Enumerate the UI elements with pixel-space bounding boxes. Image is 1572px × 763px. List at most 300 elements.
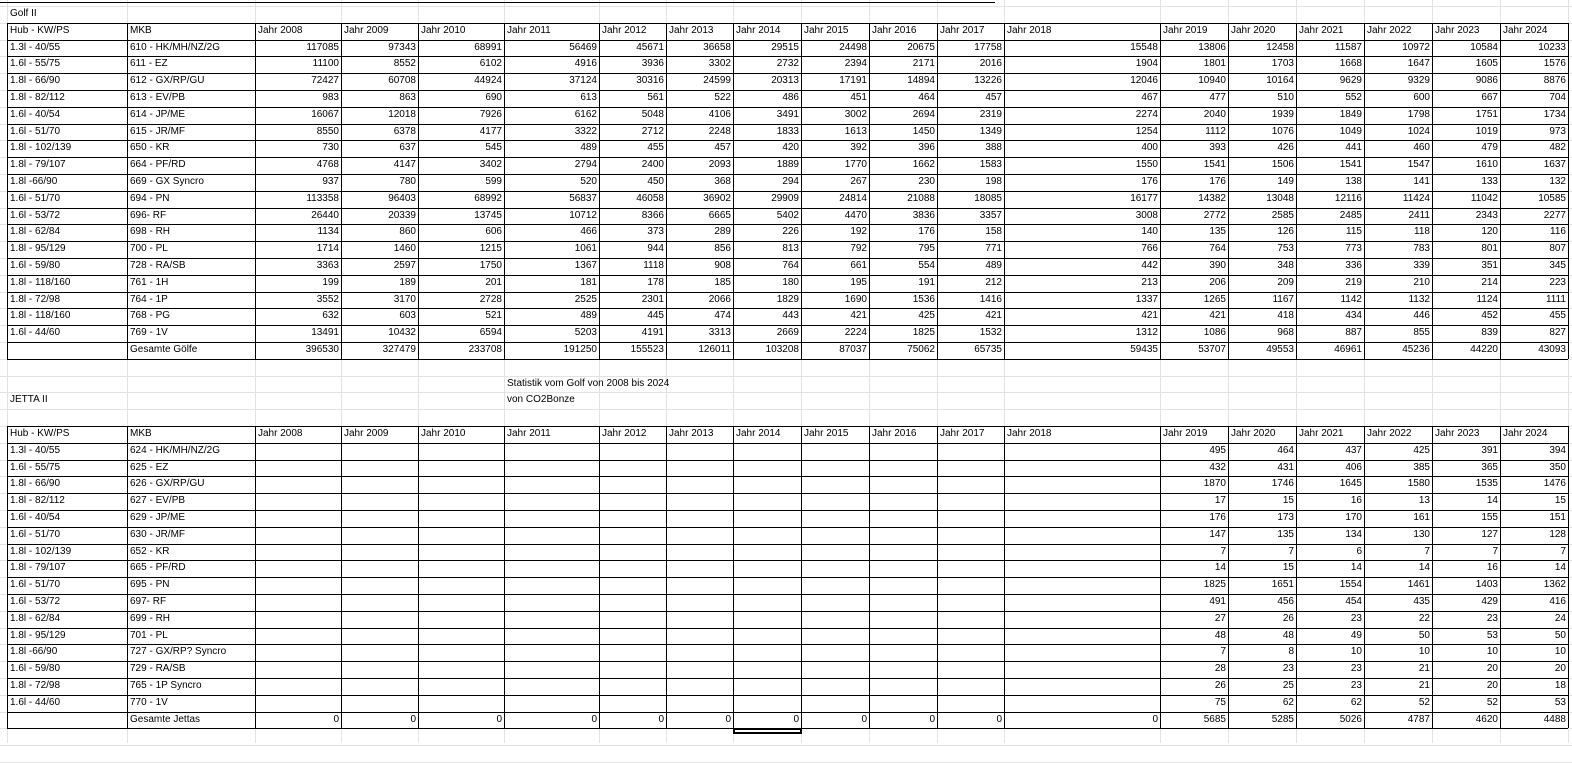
column-header[interactable]: Jahr 2009 (344, 428, 389, 439)
table-cell[interactable] (419, 678, 504, 695)
table-cell[interactable]: 1.8l -66/90 (10, 176, 58, 187)
table-cell[interactable]: 10 (1486, 646, 1498, 657)
table-cell[interactable]: 1532 (979, 327, 1002, 338)
table-cell[interactable]: 180 (782, 277, 799, 288)
table-cell[interactable] (870, 460, 937, 477)
column-header[interactable]: Jahr 2024 (1503, 428, 1548, 439)
table-cell[interactable] (505, 544, 599, 561)
table-cell[interactable]: 764 (782, 260, 799, 271)
table-cell[interactable]: 1.6l - 51/70 (10, 579, 61, 590)
total-cell[interactable]: 327479 (382, 344, 416, 355)
table-cell[interactable]: 7 (1492, 546, 1498, 557)
table-cell[interactable]: 603 (399, 310, 416, 321)
table-cell[interactable]: 3363 (316, 260, 339, 271)
table-cell[interactable]: 138 (1345, 176, 1362, 187)
table-cell[interactable]: 1.8l - 82/112 (10, 495, 65, 506)
table-cell[interactable] (342, 695, 418, 712)
table-cell[interactable]: 26440 (311, 210, 339, 221)
table-cell[interactable]: 23 (1350, 663, 1362, 674)
table-cell[interactable]: 24 (1554, 613, 1566, 624)
total-cell[interactable]: 65735 (974, 344, 1002, 355)
table-cell[interactable]: 392 (850, 142, 867, 153)
table-cell[interactable]: 1750 (479, 260, 502, 271)
table-cell[interactable]: 807 (1549, 243, 1566, 254)
table-cell[interactable]: 1541 (1203, 159, 1226, 170)
table-cell[interactable]: 973 (1549, 126, 1566, 137)
table-cell[interactable]: 6665 (708, 210, 731, 221)
table-cell[interactable]: 1367 (574, 260, 597, 271)
total-cell[interactable]: 4787 (1407, 714, 1430, 725)
table-cell[interactable]: 432 (1209, 462, 1226, 473)
table-cell[interactable]: 120 (1481, 226, 1498, 237)
table-cell[interactable]: 178 (647, 277, 664, 288)
total-cell[interactable]: 4488 (1543, 714, 1566, 725)
table-cell[interactable]: 2394 (844, 58, 867, 69)
table-cell[interactable]: 68991 (474, 42, 502, 53)
table-cell[interactable]: 1.6l - 40/54 (10, 109, 61, 120)
table-cell[interactable]: 450 (647, 176, 664, 187)
table-cell[interactable] (938, 443, 1004, 460)
table-cell[interactable] (419, 544, 504, 561)
table-cell[interactable]: 610 - HK/MH/NZ/2G (130, 42, 221, 53)
table-cell[interactable] (600, 695, 666, 712)
table-cell[interactable] (870, 510, 937, 527)
total-cell[interactable]: 126011 (698, 344, 731, 355)
table-cell[interactable]: 2171 (912, 58, 935, 69)
table-cell[interactable]: 1.3l - 40/55 (10, 42, 61, 53)
table-cell[interactable]: 30316 (636, 75, 664, 86)
table-cell[interactable] (734, 644, 801, 661)
table-cell[interactable]: 62 (1350, 697, 1362, 708)
table-cell[interactable]: 9329 (1407, 75, 1430, 86)
table-cell[interactable]: 214 (1481, 277, 1498, 288)
table-cell[interactable]: 612 - GX/RP/GU (130, 75, 205, 86)
table-cell[interactable]: 189 (399, 277, 416, 288)
table-cell[interactable]: 176 (918, 226, 935, 237)
table-cell[interactable] (1005, 510, 1160, 527)
column-header[interactable]: Jahr 2008 (258, 25, 303, 36)
table-cell[interactable] (256, 544, 341, 561)
table-cell[interactable] (600, 560, 666, 577)
table-cell[interactable]: 1.6l - 40/54 (10, 512, 61, 523)
table-cell[interactable] (256, 460, 341, 477)
table-cell[interactable]: 8876 (1543, 75, 1566, 86)
table-cell[interactable]: 18 (1554, 680, 1566, 691)
table-cell[interactable]: 554 (918, 260, 935, 271)
table-cell[interactable]: 4106 (708, 109, 731, 120)
table-cell[interactable]: 446 (1413, 310, 1430, 321)
table-cell[interactable] (256, 661, 341, 678)
table-cell[interactable] (1005, 443, 1160, 460)
table-cell[interactable]: 1889 (776, 159, 799, 170)
table-cell[interactable]: 968 (1277, 327, 1294, 338)
table-cell[interactable]: 49 (1350, 630, 1362, 641)
table-cell[interactable]: 1904 (1135, 58, 1158, 69)
table-cell[interactable]: 2016 (979, 58, 1002, 69)
table-cell[interactable]: 219 (1345, 277, 1362, 288)
table-cell[interactable]: 170 (1345, 512, 1362, 523)
table-cell[interactable]: 613 (580, 92, 597, 103)
column-header[interactable]: Jahr 2018 (1007, 25, 1052, 36)
total-cell[interactable]: 4620 (1475, 714, 1498, 725)
statistics-note[interactable]: Statistik vom Golf von 2008 bis 2024 (507, 378, 670, 389)
table-cell[interactable]: 600 (1413, 92, 1430, 103)
table-cell[interactable]: 14 (1554, 562, 1566, 573)
table-cell[interactable] (667, 695, 733, 712)
table-cell[interactable]: 36658 (703, 42, 731, 53)
table-cell[interactable]: 6102 (479, 58, 502, 69)
table-cell[interactable] (1005, 544, 1160, 561)
table-cell[interactable] (600, 611, 666, 628)
table-cell[interactable]: 761 - 1H (130, 277, 169, 288)
table-cell[interactable]: 1541 (1339, 159, 1362, 170)
table-cell[interactable]: 393 (1209, 142, 1226, 153)
table-cell[interactable] (1005, 628, 1160, 645)
table-cell[interactable] (938, 476, 1004, 493)
total-cell[interactable]: 0 (410, 714, 416, 725)
table-cell[interactable] (256, 443, 341, 460)
table-cell[interactable]: 1.6l - 51/70 (10, 193, 61, 204)
table-cell[interactable]: 2728 (479, 294, 502, 305)
table-cell[interactable] (938, 611, 1004, 628)
table-cell[interactable]: 13806 (1198, 42, 1226, 53)
table-cell[interactable]: 1049 (1339, 126, 1362, 137)
table-cell[interactable]: 611 - EZ (130, 58, 168, 69)
table-cell[interactable]: 176 (1209, 176, 1226, 187)
table-cell[interactable]: 442 (1141, 260, 1158, 271)
table-cell[interactable]: 28 (1214, 663, 1226, 674)
table-cell[interactable]: 1254 (1135, 126, 1158, 137)
table-cell[interactable]: 3008 (1135, 210, 1158, 221)
total-cell[interactable]: 5285 (1271, 714, 1294, 725)
table-cell[interactable]: 728 - RA/SB (130, 260, 186, 271)
table-cell[interactable]: 56469 (569, 42, 597, 53)
table-cell[interactable]: 1142 (1340, 294, 1362, 305)
table-cell[interactable] (802, 476, 869, 493)
column-header[interactable]: Jahr 2016 (872, 25, 917, 36)
column-header[interactable]: Jahr 2010 (421, 428, 466, 439)
table-cell[interactable] (870, 678, 937, 695)
table-cell[interactable]: 115 (1346, 226, 1362, 237)
table-cell[interactable]: 20 (1486, 680, 1498, 691)
table-cell[interactable]: 1770 (844, 159, 867, 170)
total-cell[interactable]: 233708 (468, 344, 502, 355)
total-cell[interactable]: 155523 (630, 344, 664, 355)
column-header[interactable]: Jahr 2008 (258, 428, 303, 439)
table-cell[interactable] (802, 644, 869, 661)
table-cell[interactable]: 210 (1413, 277, 1430, 288)
table-cell[interactable]: 2669 (776, 327, 799, 338)
table-cell[interactable]: 801 (1481, 243, 1498, 254)
table-cell[interactable]: 2066 (708, 294, 731, 305)
table-cell[interactable]: 1.6l - 51/70 (10, 126, 61, 137)
table-cell[interactable]: 53 (1554, 697, 1566, 708)
column-header[interactable]: MKB (130, 25, 152, 36)
table-cell[interactable]: 15548 (1130, 42, 1158, 53)
jetta-table-title[interactable]: JETTA II (10, 394, 48, 405)
table-cell[interactable] (256, 560, 341, 577)
table-cell[interactable]: 10164 (1266, 75, 1294, 86)
table-cell[interactable]: 792 (850, 243, 867, 254)
column-header[interactable]: Jahr 2013 (669, 428, 714, 439)
total-cell[interactable]: 44220 (1470, 344, 1498, 355)
table-cell[interactable]: 627 - EV/PB (130, 495, 186, 506)
table-cell[interactable]: 1870 (1203, 478, 1226, 489)
table-cell[interactable]: 467 (1141, 92, 1158, 103)
total-cell[interactable]: 0 (793, 714, 799, 725)
table-cell[interactable] (802, 661, 869, 678)
total-cell[interactable]: 87037 (839, 344, 867, 355)
table-cell[interactable] (734, 476, 801, 493)
table-cell[interactable]: 1.6l - 55/75 (10, 462, 61, 473)
table-cell[interactable]: 489 (580, 142, 597, 153)
table-cell[interactable]: 26 (1214, 680, 1226, 691)
table-cell[interactable]: 632 (322, 310, 339, 321)
table-cell[interactable]: 50 (1554, 630, 1566, 641)
table-cell[interactable] (667, 443, 733, 460)
table-cell[interactable]: 6 (1356, 546, 1362, 557)
table-cell[interactable]: 626 - GX/RP/GU (130, 478, 205, 489)
table-cell[interactable]: 1554 (1339, 579, 1362, 590)
table-cell[interactable]: 606 (485, 226, 502, 237)
table-cell[interactable]: 667 (1481, 92, 1498, 103)
column-header[interactable]: Jahr 2024 (1503, 25, 1548, 36)
table-cell[interactable]: 141 (1413, 176, 1430, 187)
table-cell[interactable]: 16177 (1130, 193, 1158, 204)
table-cell[interactable]: 126 (1277, 226, 1294, 237)
table-cell[interactable] (802, 527, 869, 544)
table-cell[interactable]: 1746 (1271, 478, 1294, 489)
table-cell[interactable] (870, 577, 937, 594)
table-cell[interactable]: 350 (1549, 462, 1566, 473)
table-cell[interactable] (600, 577, 666, 594)
table-cell[interactable]: 983 (322, 92, 339, 103)
table-cell[interactable] (802, 678, 869, 695)
table-cell[interactable]: 457 (714, 142, 731, 153)
table-cell[interactable]: 11424 (1402, 193, 1430, 204)
table-cell[interactable]: 16067 (311, 109, 339, 120)
table-cell[interactable]: 1576 (1543, 58, 1566, 69)
table-cell[interactable]: 908 (714, 260, 731, 271)
table-cell[interactable]: 3491 (776, 109, 799, 120)
table-cell[interactable]: 3002 (844, 109, 867, 120)
table-cell[interactable]: 1.6l - 59/80 (10, 663, 61, 674)
table-cell[interactable] (505, 594, 599, 611)
table-cell[interactable]: 23 (1350, 613, 1362, 624)
table-cell[interactable] (342, 577, 418, 594)
table-cell[interactable]: 426 (1277, 142, 1294, 153)
table-cell[interactable]: 133 (1481, 176, 1498, 187)
table-cell[interactable]: 4768 (316, 159, 339, 170)
table-cell[interactable]: 429 (1481, 596, 1498, 607)
table-cell[interactable]: 21088 (907, 193, 935, 204)
table-cell[interactable]: 2585 (1271, 210, 1294, 221)
table-cell[interactable]: 1690 (844, 294, 867, 305)
table-cell[interactable] (505, 644, 599, 661)
table-cell[interactable]: 694 - PN (130, 193, 170, 204)
table-cell[interactable]: 2093 (708, 159, 731, 170)
table-cell[interactable]: 1416 (979, 294, 1002, 305)
table-cell[interactable]: 213 (1141, 277, 1158, 288)
column-header[interactable]: Jahr 2020 (1231, 25, 1276, 36)
table-cell[interactable]: 486 (782, 92, 799, 103)
table-cell[interactable]: 561 (647, 92, 664, 103)
table-cell[interactable]: 768 - PG (130, 310, 171, 321)
table-cell[interactable]: 944 (647, 243, 664, 254)
table-cell[interactable]: 1450 (912, 126, 935, 137)
table-cell[interactable] (802, 510, 869, 527)
table-cell[interactable]: 637 (399, 142, 416, 153)
table-cell[interactable]: 452 (1481, 310, 1498, 321)
table-cell[interactable]: 3322 (574, 126, 597, 137)
table-cell[interactable]: 698 - RH (130, 226, 171, 237)
table-cell[interactable]: 45671 (636, 42, 664, 53)
table-cell[interactable] (667, 661, 733, 678)
table-cell[interactable] (1005, 678, 1160, 695)
table-cell[interactable] (938, 628, 1004, 645)
table-cell[interactable]: 7926 (479, 109, 502, 120)
table-cell[interactable] (419, 493, 504, 510)
table-cell[interactable] (938, 577, 1004, 594)
table-cell[interactable]: 17758 (974, 42, 1002, 53)
table-cell[interactable]: 192 (850, 226, 867, 237)
table-cell[interactable]: 863 (399, 92, 416, 103)
table-cell[interactable] (802, 594, 869, 611)
table-cell[interactable]: 661 (850, 260, 867, 271)
table-cell[interactable] (938, 493, 1004, 510)
table-cell[interactable] (667, 493, 733, 510)
table-cell[interactable]: 1645 (1339, 478, 1362, 489)
table-cell[interactable]: 2694 (912, 109, 935, 120)
table-cell[interactable]: 773 (1345, 243, 1362, 254)
table-cell[interactable]: 730 (322, 142, 339, 153)
table-cell[interactable]: 2400 (641, 159, 664, 170)
table-cell[interactable]: 421 (1209, 310, 1226, 321)
table-cell[interactable]: 1.8l - 66/90 (10, 478, 61, 489)
table-cell[interactable] (600, 661, 666, 678)
table-cell[interactable]: 727 - GX/RP? Syncro (130, 646, 227, 657)
table-cell[interactable] (342, 644, 418, 661)
table-cell[interactable] (734, 678, 801, 695)
table-cell[interactable]: 13048 (1266, 193, 1294, 204)
table-cell[interactable]: 416 (1549, 596, 1566, 607)
table-cell[interactable] (256, 594, 341, 611)
table-cell[interactable]: 20 (1554, 663, 1566, 674)
table-cell[interactable]: 118 (1414, 226, 1430, 237)
table-cell[interactable]: 614 - JP/ME (130, 109, 186, 120)
table-cell[interactable]: 1714 (316, 243, 339, 254)
total-cell[interactable]: 43093 (1538, 344, 1566, 355)
table-cell[interactable]: 21 (1418, 663, 1430, 674)
table-cell[interactable] (938, 460, 1004, 477)
table-cell[interactable] (938, 678, 1004, 695)
table-cell[interactable]: 856 (714, 243, 731, 254)
table-cell[interactable]: 1651 (1271, 579, 1294, 590)
table-cell[interactable]: 1668 (1339, 58, 1362, 69)
table-cell[interactable]: 1349 (979, 126, 1002, 137)
table-cell[interactable]: 3402 (479, 159, 502, 170)
table-cell[interactable]: 14 (1350, 562, 1362, 573)
table-cell[interactable]: 132 (1549, 176, 1566, 187)
table-cell[interactable]: 1506 (1271, 159, 1294, 170)
table-cell[interactable]: 421 (850, 310, 867, 321)
total-cell[interactable]: 5026 (1339, 714, 1362, 725)
table-cell[interactable]: 3302 (708, 58, 731, 69)
table-cell[interactable] (256, 493, 341, 510)
table-cell[interactable]: 373 (647, 226, 664, 237)
table-cell[interactable]: 669 - GX Syncro (130, 176, 204, 187)
table-cell[interactable]: 700 - PL (130, 243, 168, 254)
table-cell[interactable]: 22 (1418, 613, 1430, 624)
table-cell[interactable]: 294 (782, 176, 799, 187)
table-cell[interactable]: 630 - JR/MF (130, 529, 186, 540)
table-cell[interactable] (734, 493, 801, 510)
column-header[interactable]: Jahr 2017 (940, 25, 985, 36)
table-cell[interactable] (419, 611, 504, 628)
table-cell[interactable]: 10233 (1538, 42, 1566, 53)
table-cell[interactable] (1005, 661, 1160, 678)
table-cell[interactable] (667, 544, 733, 561)
table-cell[interactable]: 1337 (1135, 294, 1158, 305)
table-cell[interactable] (505, 460, 599, 477)
table-cell[interactable]: 7 (1288, 546, 1294, 557)
table-cell[interactable]: 161 (1413, 512, 1430, 523)
table-cell[interactable]: 1061 (574, 243, 597, 254)
table-cell[interactable] (870, 594, 937, 611)
total-cell[interactable]: 0 (1152, 714, 1158, 725)
table-cell[interactable]: 765 - 1P Syncro (130, 680, 202, 691)
table-cell[interactable]: 3552 (316, 294, 339, 305)
table-cell[interactable] (1005, 527, 1160, 544)
table-cell[interactable]: 545 (485, 142, 502, 153)
table-cell[interactable]: 1076 (1271, 126, 1294, 137)
table-cell[interactable] (938, 695, 1004, 712)
table-cell[interactable] (938, 644, 1004, 661)
table-cell[interactable] (342, 460, 418, 477)
table-cell[interactable]: 1.8l - 82/112 (10, 92, 65, 103)
table-cell[interactable]: 2485 (1339, 210, 1362, 221)
table-cell[interactable]: 1.6l - 51/70 (10, 529, 61, 540)
table-cell[interactable]: 434 (1345, 310, 1362, 321)
table-cell[interactable]: 624 - HK/MH/NZ/2G (130, 445, 221, 456)
table-cell[interactable] (342, 628, 418, 645)
table-cell[interactable] (256, 644, 341, 661)
table-cell[interactable] (734, 661, 801, 678)
table-cell[interactable]: 68992 (474, 193, 502, 204)
table-cell[interactable]: 1.6l - 55/75 (10, 58, 61, 69)
table-cell[interactable]: 267 (850, 176, 867, 187)
table-cell[interactable]: 937 (322, 176, 339, 187)
table-cell[interactable]: 1751 (1475, 109, 1498, 120)
table-cell[interactable] (505, 611, 599, 628)
table-cell[interactable]: 1.8l - 102/139 (10, 142, 72, 153)
table-cell[interactable]: 495 (1209, 445, 1226, 456)
column-header[interactable]: Jahr 2023 (1435, 428, 1480, 439)
table-cell[interactable]: 460 (1413, 142, 1430, 153)
table-cell[interactable]: 520 (580, 176, 597, 187)
table-cell[interactable]: 451 (850, 92, 867, 103)
table-cell[interactable]: 839 (1481, 327, 1498, 338)
table-cell[interactable]: 1798 (1407, 109, 1430, 120)
table-cell[interactable] (938, 510, 1004, 527)
column-header[interactable]: Jahr 2022 (1367, 428, 1412, 439)
table-cell[interactable]: 1833 (776, 126, 799, 137)
table-cell[interactable] (734, 527, 801, 544)
table-cell[interactable]: 855 (1413, 327, 1430, 338)
table-cell[interactable]: 29909 (771, 193, 799, 204)
table-cell[interactable]: 195 (850, 277, 867, 288)
table-cell[interactable]: 113358 (306, 193, 339, 204)
